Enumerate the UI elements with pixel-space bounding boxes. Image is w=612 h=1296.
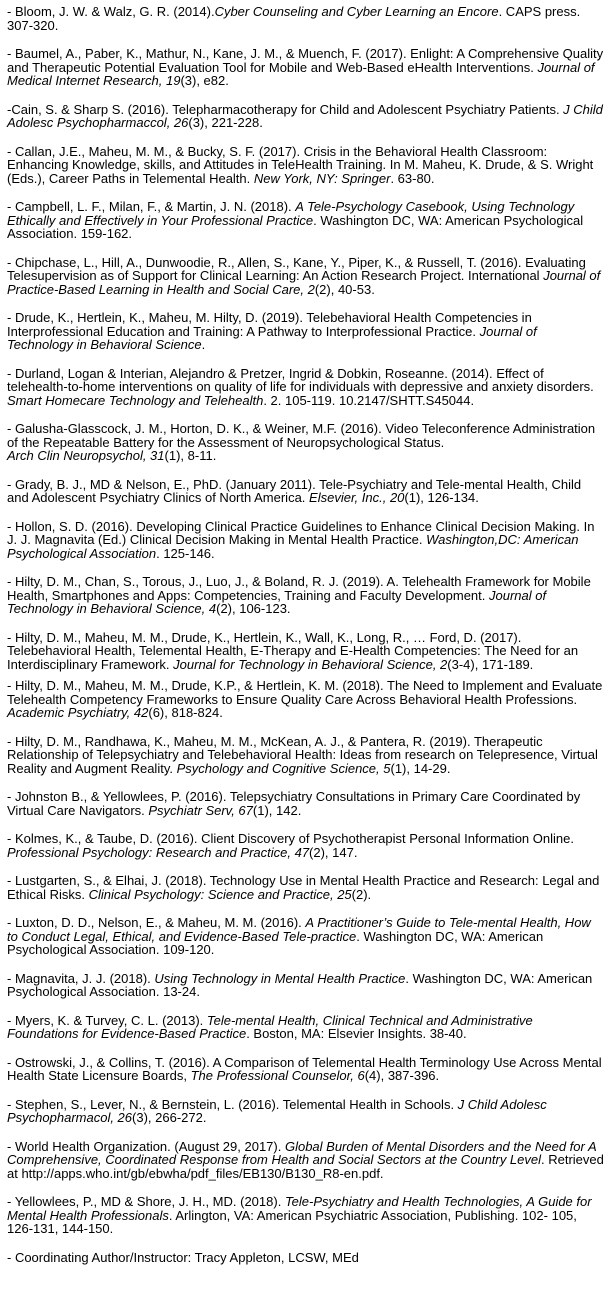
reference-item xyxy=(7,1056,604,1083)
reference-italic-title: A Practitioner’s Guide to Tele-mental Health, How to Conduct Legal, Ethical, and Evidence-Based Tele-practice xyxy=(7,915,591,944)
reference-text: (2), 147. xyxy=(309,844,358,860)
reference-item xyxy=(7,916,604,957)
reference-item xyxy=(7,422,604,463)
reference-text: (3), e82. xyxy=(180,73,229,88)
reference-text: - Hilty, D. M., Randhawa, K., Maheu, M. M., McKean, A. J., & Pantera, R. (2019). Therapeutic Relationship of Telepsychiatry and Telebehavioral Health: Ideas from research on Telepresence, Virtual Reality and Augment Reality. xyxy=(7,733,598,776)
reference-text: - Baumel, A., Paber, K., Mathur, N., Kane, J. M., & Muench, F. (2017). Enlight: A Comprehensive Quality and Therapeutic Potential Evaluation Tool for Mobile and Web-Based eHealth Interventions. xyxy=(7,46,604,75)
reference-item xyxy=(7,311,604,352)
reference-italic-title: The Professional Counselor, 6 xyxy=(190,1068,365,1083)
reference-italic-title: Arch Clin Neuropsychol, 31 xyxy=(7,448,165,463)
reference-italic-title: New York, NY: Springer xyxy=(253,170,391,186)
reference-text: . Boston, MA: Elsevier Insights. 38-40. xyxy=(246,1026,467,1041)
reference-text: . Arlington, VA: American Psychiatric Association, Publishing. 102- 105, 126-131, 144-150. xyxy=(7,1207,577,1236)
reference-item xyxy=(7,631,604,672)
reference-text: - World Health Organization. (August 29, 2017). xyxy=(7,1138,285,1154)
reference-item xyxy=(7,735,604,776)
reference-text: - Hilty, D. M., Maheu, M. M., Drude, K.P., & Hertlein, K. M. (2018). The Need to Implement and Evaluate Telehealth Competency Frameworks to Ensure Quality Care Across Behavioral Health Professions. xyxy=(7,678,603,707)
reference-item xyxy=(7,47,604,88)
reference-text: - Galusha-Glasscock, J. M., Horton, D. K., & Weiner, M.F. (2016). Video Teleconference Administration of the Repeatable Battery for the Assessment of Neuropsychological Status. xyxy=(7,421,596,450)
reference-text: -Cain, S. & Sharp S. (2016). Telepharmacotherapy for Child and Adolescent Psychiatry Patients. xyxy=(7,101,564,117)
reference-italic-title: Psychology and Cognitive Science, 5 xyxy=(176,760,391,776)
reference-item xyxy=(7,200,604,241)
reference-text: - Lustgarten, S., & Elhai, J. (2018). Technology Use in Mental Health Practice and Research: Legal and Ethical Risks. xyxy=(7,873,600,902)
reference-italic-title: Professional Psychology: Research and Practice, 47 xyxy=(7,844,310,860)
reference-italic-title: Clinical Psychology: Science and Practice, 25 xyxy=(88,886,352,902)
reference-item xyxy=(7,256,604,297)
reference-text: - Callan, J.E., Maheu, M. M., & Bucky, S. F. (2017). Crisis in the Behavioral Health Classroom: Enhancing Knowledge, skills, and Attitudes in TeleHealth Training. In M. Maheu, K. Drude, & S. Wright (Eds.), Career Paths in Telemental Health. xyxy=(7,143,594,186)
reference-italic-title: Psychiatr Serv, 67 xyxy=(148,802,253,818)
reference-text: - Coordinating Author/Instructor: Tracy Appleton, LCSW, MEd xyxy=(7,1249,359,1265)
reference-italic-title: Journal of Medical Internet Research, 19 xyxy=(7,59,595,88)
reference-text: - Luxton, D. D., Nelson, E., & Maheu, M. M. (2016). xyxy=(7,915,306,930)
reference-text: . 2. 105-119. 10.2147/SHTT.S45044. xyxy=(263,392,475,408)
reference-italic-title: Academic Psychiatry, 42 xyxy=(7,705,149,720)
reference-italic-title: Journal of Technology in Behavioral Science, 4 xyxy=(7,587,547,616)
reference-italic-title: A Tele-Psychology Casebook, Using Technology Ethically and Effectively in Your Professional Practice xyxy=(7,199,575,228)
reference-italic-title: Journal of Technology in Behavioral Science xyxy=(7,323,537,352)
reference-text: (2), 106-123. xyxy=(216,601,291,616)
reference-text: - Drude, K., Hertlein, K., Maheu, M. Hilty, D. (2019). Telebehavioral Health Competencies in Interprofessional Education and Training: A Pathway to Interprofessional Practice. xyxy=(7,310,532,339)
reference-text: (2). xyxy=(351,886,372,902)
reference-item xyxy=(7,367,604,408)
reference-text: - Chipchase, L., Hill, A., Dunwoodie, R., Allen, S., Kane, Y., Piper, K., & Russell, T. (2016). Evaluating Telesupervision as of Support for Clinical Learning: An Action Research Project. International xyxy=(7,254,586,283)
reference-text: (3-4), 171-189. xyxy=(447,656,534,672)
reference-item xyxy=(7,1195,604,1236)
reference-item xyxy=(7,1251,604,1265)
reference-item xyxy=(7,478,604,505)
reference-item xyxy=(7,972,604,999)
reference-item xyxy=(7,679,604,720)
reference-text: (1), 126-134. xyxy=(404,490,479,505)
reference-text: - Hilty, D. M., Maheu, M. M., Drude, K., Hertlein, K., Wall, K., Long, R., … Ford, D. (2017). Telebehavioral Health, Telemental Health, E-Therapy and E-Health Competencies: The Need for an Interdisciplinary Framework. xyxy=(7,629,579,672)
reference-italic-title: Journal of Practice-Based Learning in Health and Social Care, 2 xyxy=(7,268,601,297)
reference-text: . Washington DC, WA: American Psychological Association. 13-24. xyxy=(7,970,593,999)
reference-text: . CAPS press. 307-320. xyxy=(7,4,581,33)
reference-italic-title: Elsevier, Inc., 20 xyxy=(309,490,405,505)
reference-text: - Magnavita, J. J. (2018). xyxy=(7,970,155,986)
reference-text: . Retrieved at http://apps.who.int/gb/ebwha/pdf_files/EB130/B130_R8-en.pdf. xyxy=(7,1152,604,1181)
reference-text: - Kolmes, K., & Taube, D. (2016). Client Discovery of Psychotherapist Personal Information Online. xyxy=(7,831,574,846)
reference-text: (1), 8-11. xyxy=(164,448,217,463)
reference-item xyxy=(7,790,604,817)
reference-item xyxy=(7,874,604,901)
reference-text: (1), 142. xyxy=(252,802,302,818)
reference-text: (4), 387-396. xyxy=(364,1068,440,1083)
reference-text: . 125-146. xyxy=(156,545,215,561)
reference-text: - Campbell, L. F., Milan, F., & Martin, J. N. (2018). xyxy=(7,199,296,214)
reference-italic-title: Tele-mental Health, Clinical Technical and Administrative Foundations for Evidence-Based Practice xyxy=(7,1012,533,1041)
reference-text: - Bloom, J. W. & Walz, G. R. (2014). xyxy=(7,4,215,19)
reference-text: (6), 818-824. xyxy=(148,705,223,720)
reference-text: (3), 266-272. xyxy=(132,1110,207,1125)
reference-text: - Hollon, S. D. (2016). Developing Clinical Practice Guidelines to Enhance Clinical Decision Making. In J. J. Magnavita (Ed.) Clinical Decision Making in Mental Health Practice. xyxy=(7,518,595,547)
reference-text: (1), 14-29. xyxy=(390,760,451,776)
reference-item xyxy=(7,5,604,32)
reference-text: . xyxy=(201,337,206,352)
reference-text: - Durland, Logan & Interian, Alejandro & Pretzer, Ingrid & Dobkin, Roseanne. (2014). Effect of telehealth-to-home interventions on quality of life for individuals with depressive and anxiety disorders. xyxy=(7,365,594,394)
reference-text: - Ostrowski, J., & Collins, T. (2016). A Comparison of Telemental Health Terminology Use Across Mental Health State Licensure Boards, xyxy=(7,1054,602,1083)
reference-item xyxy=(7,103,604,130)
reference-item xyxy=(7,145,604,186)
reference-italic-title: Washington,DC: American Psychological Association xyxy=(7,532,579,561)
reference-text: (3), 221-228. xyxy=(188,115,263,130)
reference-text: - Stephen, S., Lever, N., & Bernstein, L. (2016). Telemental Health in Schools. xyxy=(7,1096,458,1112)
reference-italic-title: Using Technology in Mental Health Practice xyxy=(154,970,406,986)
reference-text: . Washington DC, WA: American Psychological Association. 159-162. xyxy=(7,212,584,241)
reference-italic-title: Tele-Psychiatry and Health Technologies, A Guide for Mental Health Professionals xyxy=(7,1194,592,1223)
reference-text: (2), 40-53. xyxy=(314,281,375,297)
reference-text: - Johnston B., & Yellowlees, P. (2016). Telepsychiatry Consultations in Primary Care Coordinated by Virtual Care Navigators. xyxy=(7,789,581,818)
reference-text: - Myers, K. & Turvey, C. L. (2013). xyxy=(7,1012,207,1028)
reference-italic-title: Global Burden of Mental Disorders and the Need for A Comprehensive, Coordinated Response from Health and Social Sectors at the Country Level xyxy=(7,1138,597,1167)
reference-text: - Grady, B. J., MD & Nelson, E., PhD. (January 2011). Tele-Psychiatry and Tele-mental Health, Child and Adolescent Psychiatry Clinics of North America. xyxy=(7,476,582,505)
reference-item xyxy=(7,1140,604,1181)
reference-text: - Yellowlees, P., MD & Shore, J. H., MD. (2018). xyxy=(7,1194,285,1209)
reference-italic-title: Journal for Technology in Behavioral Science, 2 xyxy=(173,656,448,672)
reference-item xyxy=(7,520,604,561)
reference-text: . Washington DC, WA: American Psychological Association. 109-120. xyxy=(7,928,544,957)
reference-text: - Hilty, D. M., Chan, S., Torous, J., Luo, J., & Boland, R. J. (2019). A. Telehealth Framework for Mobile Health, Smartphones and Apps: Competencies, Training and Faculty Development. xyxy=(7,574,591,603)
reference-italic-title: Smart Homecare Technology and Telehealth xyxy=(7,392,264,408)
reference-italic-title: J Child Adolesc Psychopharmaccol, 26 xyxy=(7,101,603,130)
reference-italic-title: Cyber Counseling and Cyber Learning an Encore xyxy=(214,4,499,19)
reference-text: . 63-80. xyxy=(390,170,435,186)
reference-italic-title: J Child Adolesc Psychopharmacol, 26 xyxy=(7,1096,547,1125)
reference-item xyxy=(7,575,604,616)
reference-item xyxy=(7,832,604,859)
reference-item xyxy=(7,1014,604,1041)
reference-item xyxy=(7,1098,604,1125)
